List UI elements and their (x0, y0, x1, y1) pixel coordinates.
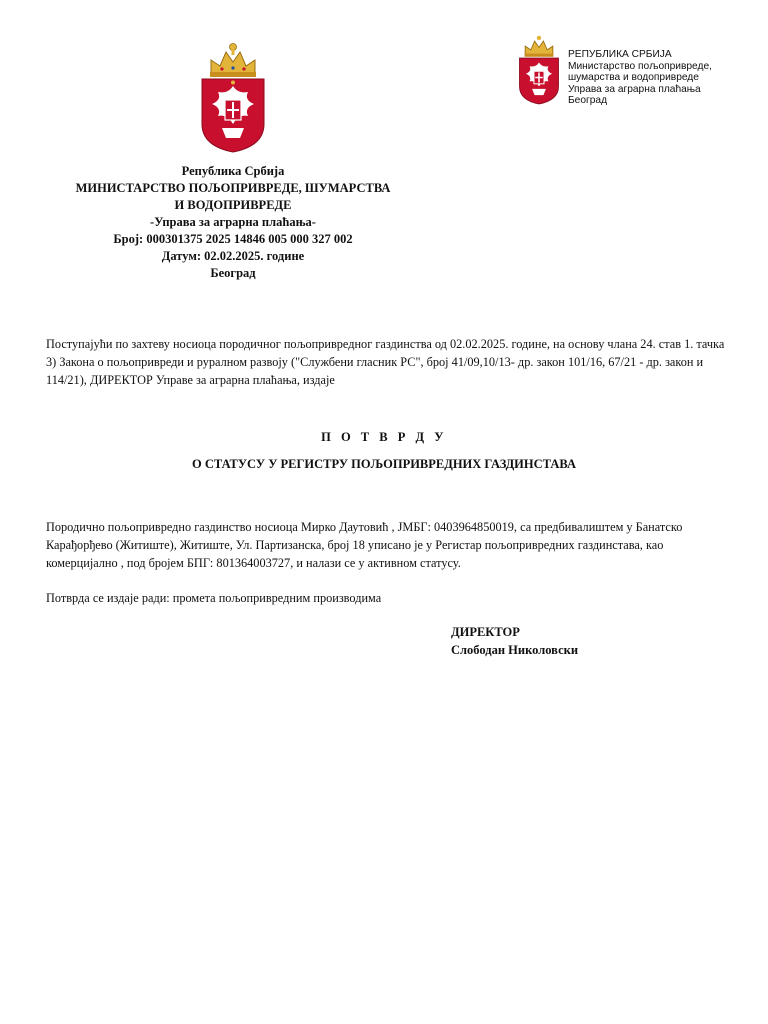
institution-directorate: Управа за аграрна плаћања (568, 83, 701, 95)
body-paragraph: Породично пољопривредно газдинство носиоца Мирко Даутовић , ЈМБГ: 0403964850019, са предбивалиштем у Банатско Карађорђево (Житиште), Житиште, Ул. Партизанска, број 18 уписано је у Регистар пољопривредних газдинстава, као комерцијално , под бројем БПГ: 801364003727, и налази се у активном статусу. (46, 520, 683, 570)
shield-icon (202, 79, 264, 152)
header-ministry-line2: И ВОДОПРИВРЕДЕ (174, 198, 292, 212)
signature-block (451, 623, 578, 659)
institution-ministry-line1: Министарство пољопривреде, (568, 60, 712, 72)
document-date: Датум: 02.02.2025. године (161, 249, 305, 263)
document-header (60, 163, 406, 282)
coat-of-arms-small-icon (517, 30, 561, 110)
institution-header-small (568, 49, 763, 107)
coat-of-arms-icon (198, 42, 268, 154)
institution-country: РЕПУБЛИКА СРБИЈА (568, 49, 672, 60)
signature-name: Слободан Николовски (451, 643, 579, 657)
crown-icon (210, 44, 256, 78)
institution-city: Београд (568, 95, 608, 107)
document-city: Београд (210, 266, 256, 280)
institution-ministry-line2: шумарства и водопривреде (568, 72, 699, 84)
header-ministry-line1: МИНИСТАРСТВО ПОЉОПРИВРЕДЕ, ШУМАРСТВА (75, 181, 391, 195)
document-number: Број: 000301375 2025 14846 005 000 327 002 (113, 232, 353, 246)
document-subtitle: О СТАТУСУ У РЕГИСТРУ ПОЉОПРИВРЕДНИХ ГАЗДИНСТАВА (192, 457, 576, 471)
intro-paragraph: Поступајући по захтеву носиоца породичног пољопривредног газдинства од 02.02.2025. године, на основу члана 24. став 1. тачка 3) Закона о пољопривреди и руралном развоју ("Службени гласник РС", број 41/09,10/13- др. закон 101/16, 67/21 - др. закон и 114/21), ДИРЕКТОР Управе за аграрна плаћања, издаје (46, 337, 725, 387)
purpose-paragraph: Потврда се издаје ради: промета пољопривредним производима (46, 591, 382, 605)
header-directorate: -Управа за аграрна плаћања- (150, 215, 316, 229)
signature-role: ДИРЕКТОР (451, 625, 520, 639)
document-title: П О Т В Р Д У (321, 430, 447, 444)
header-republic: Република Србија (181, 164, 285, 178)
